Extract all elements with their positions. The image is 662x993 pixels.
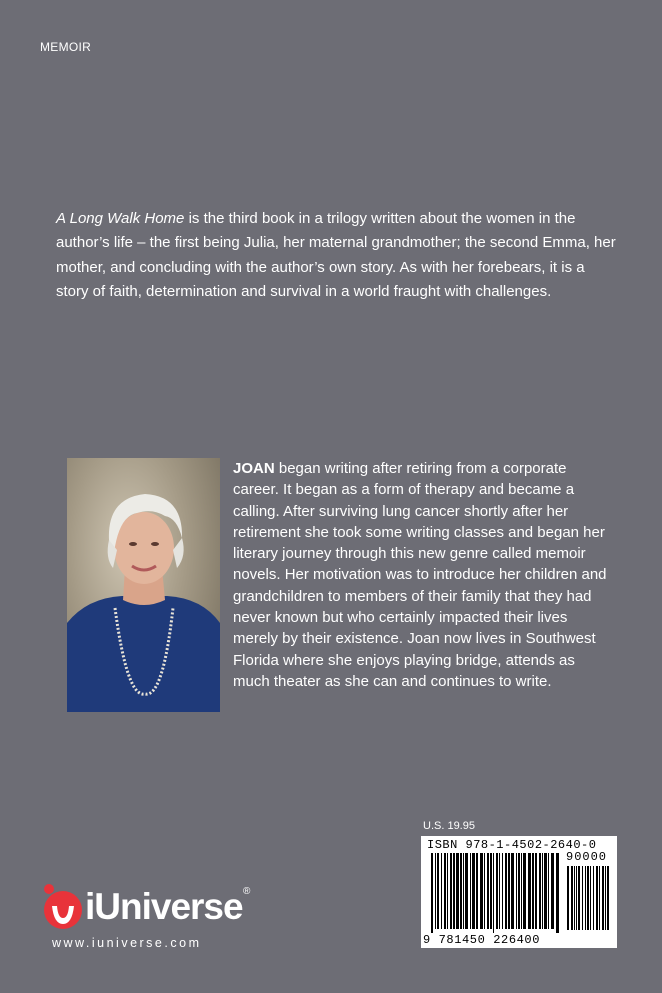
price-label: U.S. 19.95 [423,820,475,832]
author-name: JOAN [233,460,275,477]
author-bio [233,458,608,692]
genre-label: MEMOIR [40,40,92,54]
book-blurb [56,207,616,305]
publisher-website: www.iuniverse.com [52,936,202,950]
book-title: A Long Walk Home [56,210,185,227]
registered-mark: ® [243,886,251,897]
barcode-addon: 90000 [566,850,608,864]
publisher-name: iUniverse [85,886,243,927]
isbn-barcode [421,836,617,948]
publisher-logo [40,880,270,930]
iuniverse-logo-icon [40,880,86,930]
isbn-number: ISBN 978-1-4502-2640-0 [427,838,597,852]
ean-digits: 9 781450 226400 [423,933,541,947]
blurb-text: is the third book in a trilogy written about the women in the author’s life – the first being Julia, her maternal grandmother; the second Emma, her mother, and concluding with the author’s own story. As with her forebears, it is a story of faith, determination and survival in a world fraught with challenges. [56,210,616,301]
barcode-bars [421,836,617,948]
author-photo [67,458,220,712]
author-bio-text: began writing after retiring from a corporate career. It began as a form of therapy and became a calling. After surviving lung cancer shortly after her retirement she took some writing classes and began her literary journey through this new genre called memoir novels. Her motivation was to introduce her children and grandchildren to members of their family that they had never known but who certainly impacted their lives merely by their existence. Joan now lives in Southwest Florida where she enjoys playing bridge, attends as much theater as she can and continues to write. [233,460,607,690]
